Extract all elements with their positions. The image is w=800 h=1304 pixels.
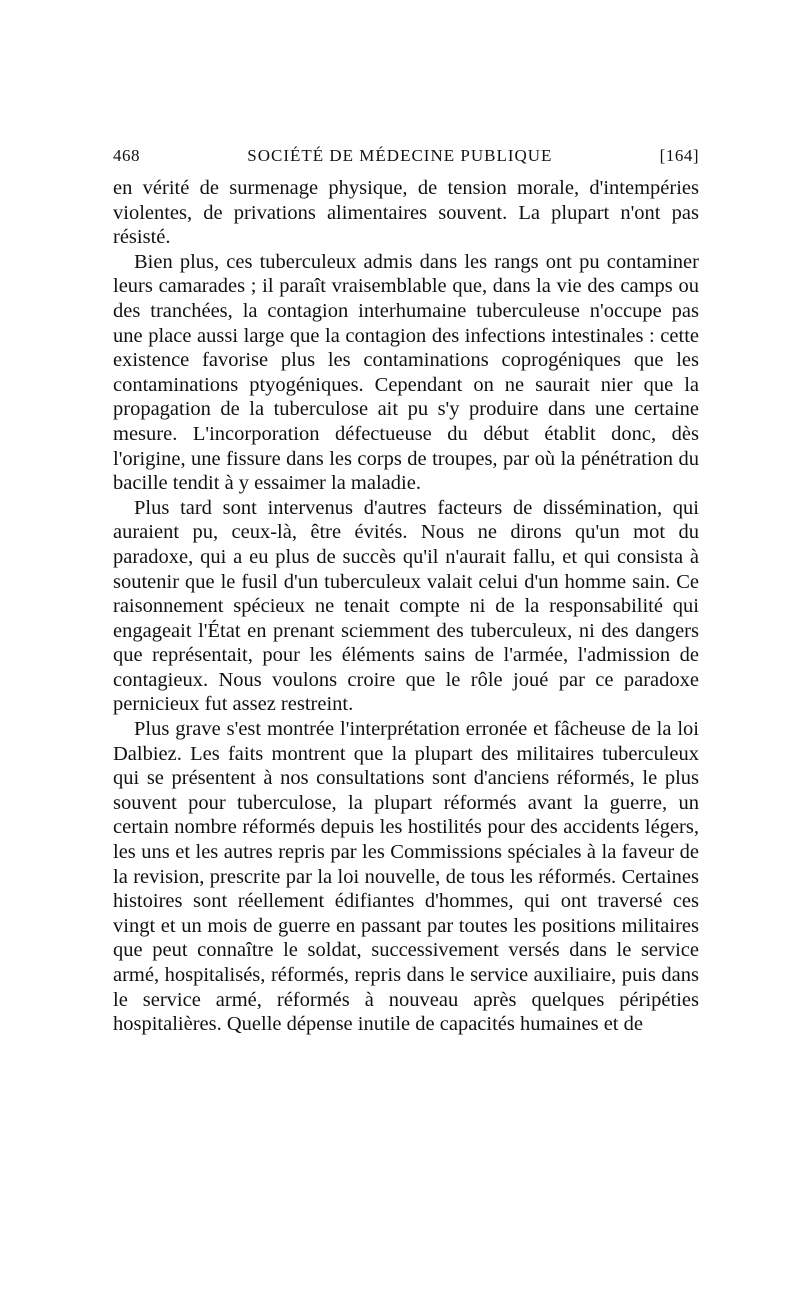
paragraph-1: en vérité de surmenage physique, de tension morale, d'intempéries violentes, de privations alimentaires souvent. La plupart n'ont pas résisté. [113, 177, 699, 249]
bracket-number: [164] [659, 146, 699, 165]
paragraph-2: Bien plus, ces tuberculeux admis dans les rangs ont pu contaminer leurs camarades ; il paraît vraisemblable que, dans la vie des camps ou des tranchées, la contagion interhumaine tuberculeuse n'occupe pas une place aussi large que la contagion des infections intestinales : cette existence favorise plus les contaminations coprogéniques que les contaminations ptyogéniques. Cependant on ne saurait nier que la propagation de la tuberculose ait pu s'y produire dans une certaine mesure. L'incorporation défectueuse du début établit donc, dès l'origine, une fissure dans les corps de troupes, par où la pénétration du bacille tendit à y essaimer la maladie. [113, 250, 699, 495]
body-text [113, 176, 699, 1037]
paragraph-4: Plus grave s'est montrée l'interprétation erronée et fâcheuse de la loi Dalbiez. Les faits montrent que la plupart des militaires tuberculeux qui se présentent à nos consultations sont d'anciens réformés, le plus souvent pour tuberculose, la plupart réformés avant la guerre, un certain nombre réformés depuis les hostilités pour des accidents légers, les uns et les autres repris par les Commissions spéciales à la faveur de la revision, prescrite par la loi nouvelle, de tous les réformés. Certaines histoires sont réellement édifiantes d'hommes, qui ont traversé ces vingt et un mois de guerre en passant par toutes les positions militaires que peut connaître le soldat, successivement versés dans le service armé, hospitalisés, réformés, repris dans le service auxiliaire, puis dans le service armé, réformés à nouveau après quelques péripéties hospitalières. Quelle dépense inutile de capacités humaines et de [113, 718, 699, 1036]
page-number: 468 [113, 146, 140, 165]
book-page [113, 144, 699, 1037]
running-title: SOCIÉTÉ DE MÉDECINE PUBLIQUE [247, 146, 553, 165]
running-head [113, 144, 699, 170]
paragraph-3: Plus tard sont intervenus d'autres facteurs de dissémination, qui auraient pu, ceux-là, être évités. Nous ne dirons qu'un mot du paradoxe, qui a eu plus de succès qu'il n'aurait fallu, et qui consista à soutenir que le fusil d'un tuberculeux valait celui d'un homme sain. Ce raisonnement spécieux ne tenait compte ni de la responsabilité qui engageait l'État en prenant sciemment des tuberculeux, ni des dangers que représentait, pour les éléments sains de l'armée, l'admission de contagieux. Nous voulons croire que le rôle joué par ce paradoxe pernicieux fut assez restreint. [113, 496, 699, 716]
